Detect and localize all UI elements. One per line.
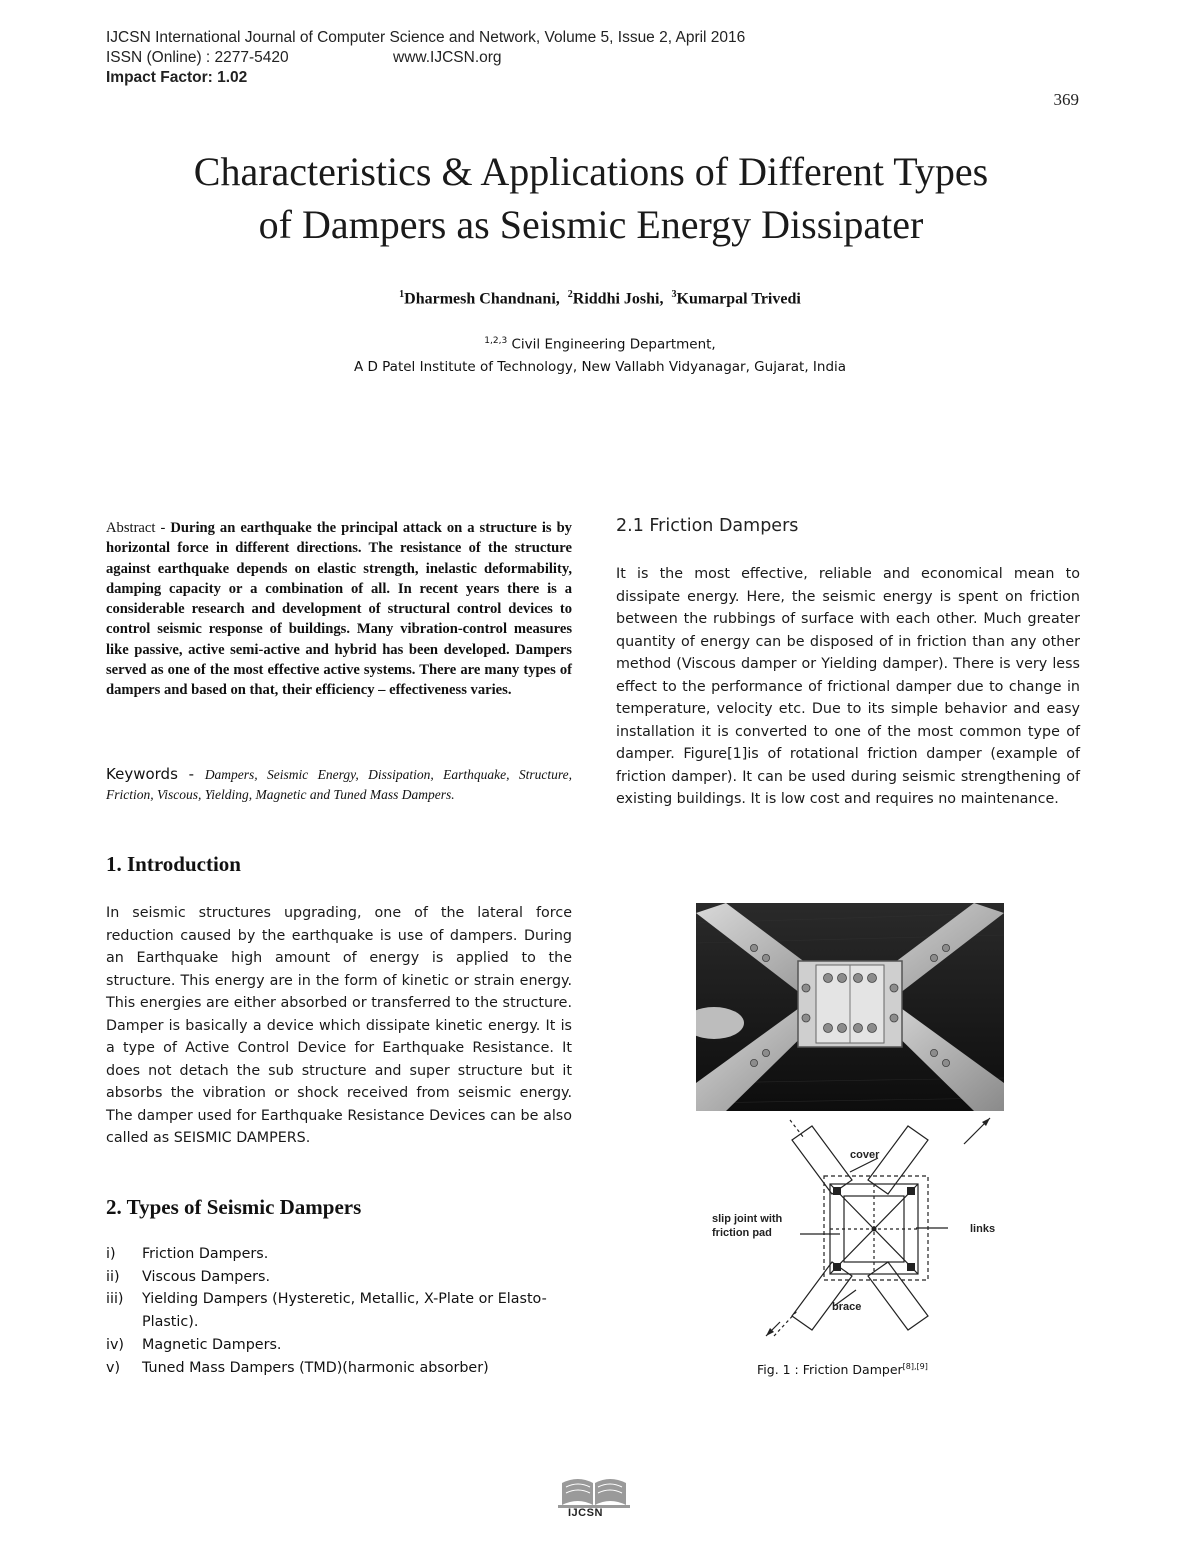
list-text: Viscous Dampers. <box>142 1268 270 1285</box>
friction-heading: 2.1 Friction Dampers <box>616 516 799 536</box>
figure-caption <box>757 1362 928 1377</box>
abstract-label: Abstract - <box>106 520 171 536</box>
list-text: Tuned Mass Dampers (TMD)(harmonic absorber) <box>142 1359 489 1376</box>
institute: A D Patel Institute of Technology, New Vallabh Vidyanagar, Gujarat, India <box>353 358 847 375</box>
journal-name: IJCSN International Journal of Computer Science and Network, Volume 5, Issue 2, April 2016 <box>106 29 746 46</box>
list-text: Magnetic Dampers. <box>142 1336 282 1353</box>
list-text: Yielding Dampers (Hysteretic, Metallic, X-Plate or Elasto-Plastic). <box>142 1291 547 1331</box>
author-2: Riddhi Joshi, <box>572 290 664 308</box>
department: Civil Engineering Department, <box>507 336 716 353</box>
author-1-sup: 1 <box>399 289 405 300</box>
damper-types-list <box>106 1243 572 1379</box>
author-list <box>0 289 1200 308</box>
diagram-label-brace: brace <box>832 1301 862 1313</box>
diagram-label-slip-2: friction pad <box>712 1227 772 1239</box>
list-number: iv) <box>106 1336 125 1353</box>
author-1: Dharmesh Chandnani, <box>404 290 560 308</box>
list-number: iii) <box>106 1291 124 1308</box>
caption-text: Fig. 1 : Friction Damper <box>757 1362 903 1378</box>
friction-damper-photo <box>696 903 1004 1111</box>
keywords-text: Dampers, Seismic Energy, Dissipation, Earthquake, Structure, Friction, Viscous, Yielding, Magnetic and Tuned Mass Dampers. <box>106 767 572 803</box>
introduction-paragraph: In seismic structures upgrading, one of the lateral force reduction caused by the earthquake is use of dampers. During an Earthquake high amount of energy is applied to the structure. This energy are in the form of kinetic or strain energy. This energies are either absorbed or transferred to the structure. Damper is basically a device which dissipate kinetic energy. It is a type of Active Control Device for Earthquake Resistance. It does not detach the sub structure and super structure but it absorbs the vibration or shock received from seismic energy. The damper used for Earthquake Resistance Devices can be also called as SEISMIC DAMPERS. <box>106 905 572 1146</box>
list-item <box>106 1288 572 1333</box>
keywords <box>106 764 572 806</box>
introduction-heading: 1. Introduction <box>106 852 241 876</box>
keywords-label: Keywords - <box>106 765 205 783</box>
author-2-sup: 2 <box>567 289 573 300</box>
paper-title <box>80 145 1102 251</box>
page-number: 369 <box>1053 90 1079 109</box>
website-link[interactable]: www.IJCSN.org <box>393 49 502 66</box>
list-item <box>106 1357 572 1380</box>
list-number: i) <box>106 1246 116 1262</box>
author-3-sup: 3 <box>671 289 677 300</box>
list-number: ii) <box>106 1268 120 1285</box>
title-line-1: Characteristics & Applications of Different Types <box>193 149 989 194</box>
caption-reference: [8],[9] <box>902 1362 928 1371</box>
list-number: v) <box>106 1359 121 1376</box>
issn: ISSN (Online) : 2277-5420 <box>106 49 289 66</box>
types-heading: 2. Types of Seismic Dampers <box>106 1195 362 1219</box>
abstract <box>106 518 572 701</box>
list-item <box>106 1334 572 1357</box>
journal-header <box>106 28 745 88</box>
abstract-text: During an earthquake the principal attack on a structure is by horizontal force in different directions. The resistance of the structure against earthquake depends on elastic strength, inelastic deformability, damping capacity or a combination of all. In recent years there is a considerable research and development of structural control devices to control seismic response of buildings. Many vibration-control measures like passive, active semi-active and hybrid has been developed. Dampers served as one of the most effective active systems. There are many types of dampers and based on that, their efficiency – effectiveness varies. <box>106 520 572 699</box>
friction-damper-diagram <box>700 1110 1020 1346</box>
diagram-label-links: links <box>970 1223 996 1235</box>
friction-paragraph: It is the most effective, reliable and economical mean to dissipate energy. Here, the seismic energy is spent on friction between the rubbings of surface with each other. Much greater quantity of energy can be disposed of in friction than any other method (Viscous damper or Yielding damper). There is very less effect to the performance of frictional damper due to change in temperature, velocity etc. Due to its simple behavior and easy installation it is converted to one of the most common type of damper. Figure[1]is of rotational friction damper (example of friction damper). It can be used during seismic strengthening of existing buildings. It is low cost and requires no maintenance. <box>616 566 1080 807</box>
footer-logo-text: IJCSN <box>568 1507 603 1519</box>
impact-factor: Impact Factor: 1.02 <box>106 69 248 86</box>
diagram-label-slip-1: slip joint with <box>712 1213 783 1225</box>
title-line-2: of Dampers as Seismic Energy Dissipater <box>258 202 924 247</box>
list-text: Friction Dampers. <box>142 1246 269 1262</box>
affiliation-sup: 1,2,3 <box>484 336 508 346</box>
list-item <box>106 1243 572 1266</box>
list-item <box>106 1266 572 1289</box>
issn-row <box>106 48 745 68</box>
author-3: Kumarpal Trivedi <box>676 290 801 308</box>
diagram-label-cover: cover <box>850 1149 880 1161</box>
affiliation <box>0 330 1200 378</box>
